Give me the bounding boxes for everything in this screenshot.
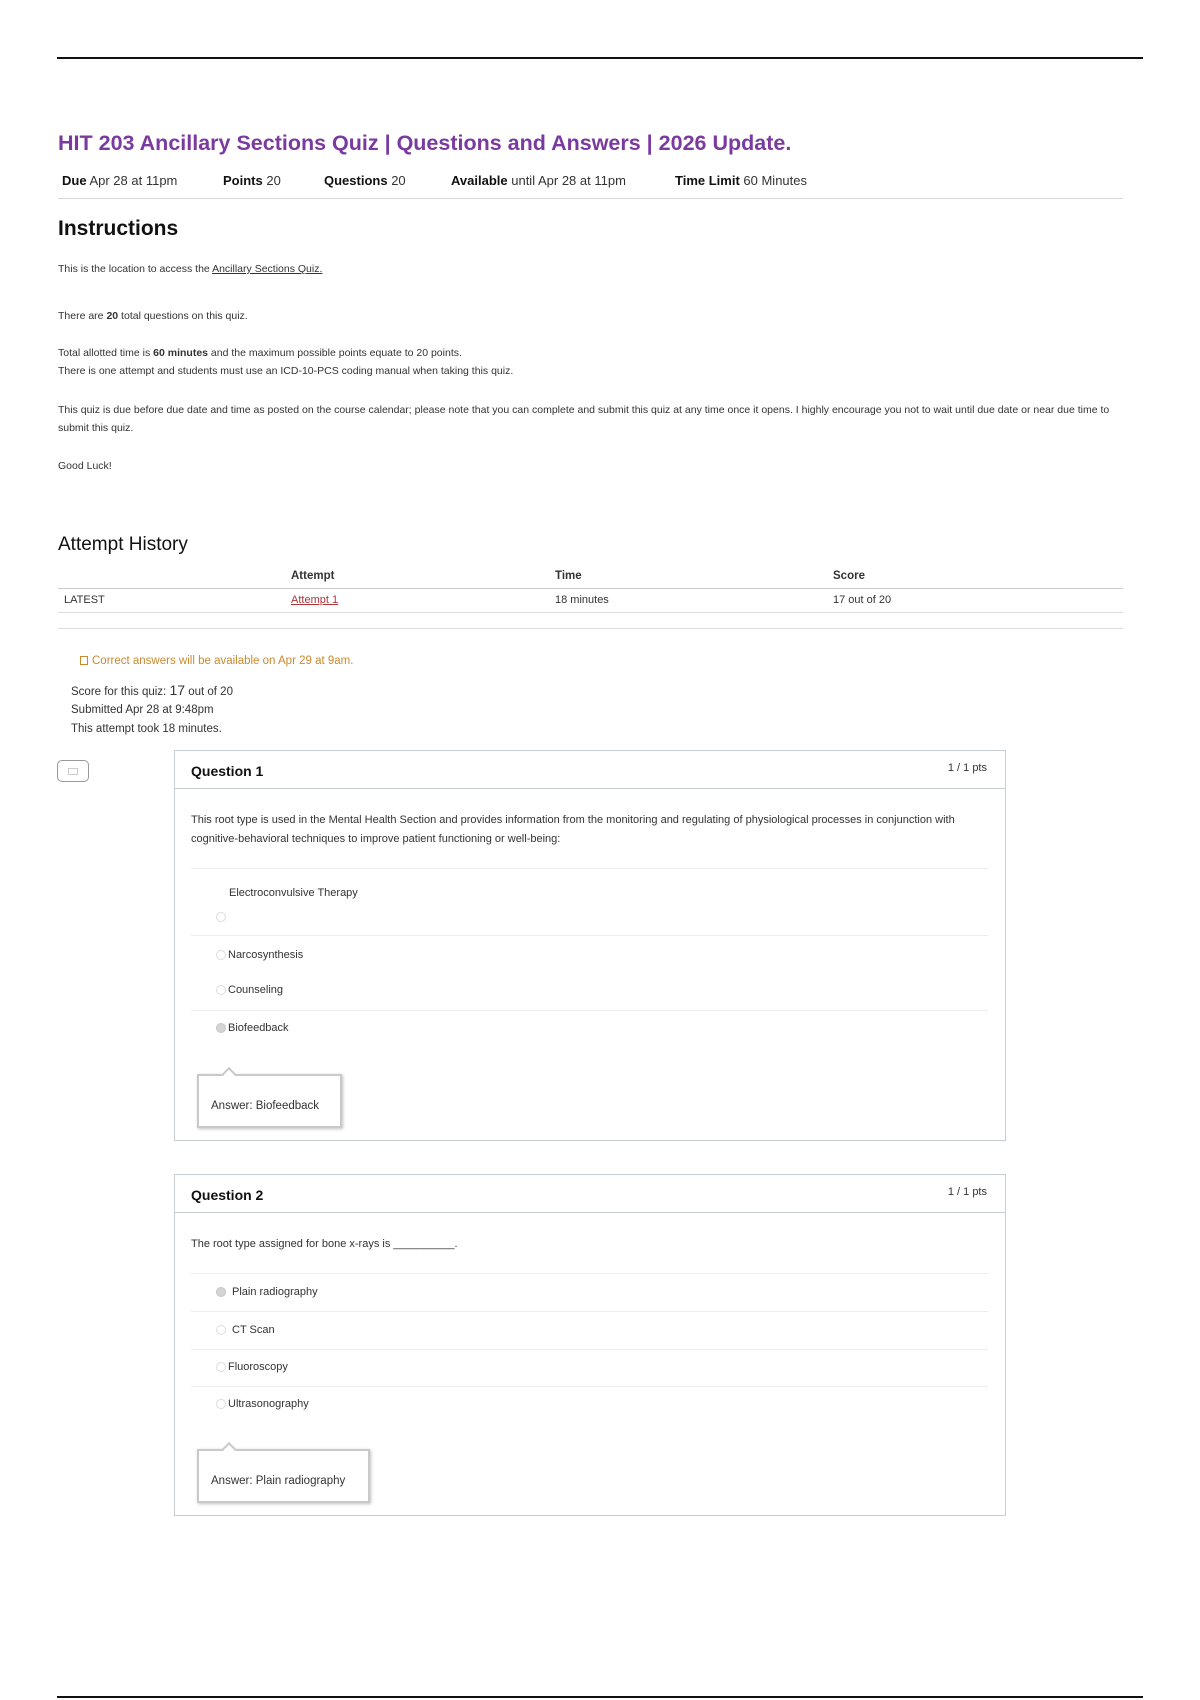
attempt-table-header-rule [58, 588, 1123, 589]
question-2-answer-callout [197, 1449, 370, 1503]
option-label: CT Scan [232, 1324, 275, 1336]
quiz-score-line: Score for this quiz: 17 out of 20 [71, 682, 233, 698]
flag-icon [68, 768, 78, 775]
radio-button-selected[interactable] [216, 1287, 226, 1297]
radio-button[interactable] [216, 985, 226, 995]
attempt-col-header: Attempt [291, 570, 335, 582]
attempt-score: 17 out of 20 [833, 594, 892, 606]
option-label: Ultrasonography [228, 1398, 309, 1410]
option-label: Counseling [228, 984, 284, 996]
question-1-text: This root type is used in the Mental Health Section and provides information from the monitoring and regulating of physiological processes in conjunction with cognitive-behavioral techniques to improve patient functioning or well-being: [191, 814, 955, 845]
meta-points: Points 20 [223, 173, 281, 188]
attempt-1-link[interactable]: Attempt 1 [291, 594, 339, 606]
question-2-header [175, 1175, 1005, 1213]
question-1-answer-callout [197, 1074, 342, 1128]
time-col-header: Time [555, 570, 582, 582]
correct-answers-notice: Correct answers will be available on Apr 29 at 9am. [80, 655, 353, 667]
question-2-option-3[interactable] [191, 1349, 988, 1386]
radio-button[interactable] [216, 912, 226, 922]
question-2-card [174, 1174, 1006, 1516]
radio-button[interactable] [216, 950, 226, 960]
meta-questions: Questions 20 [324, 173, 406, 188]
attempt-table-bottom-rule [58, 628, 1123, 629]
option-label: Fluoroscopy [228, 1361, 288, 1373]
question-2-points: 1 / 1 pts [947, 1186, 987, 1198]
question-1-option-2[interactable] [191, 935, 988, 973]
instructions-good-luck: Good Luck! [58, 460, 112, 472]
instructions-question-count: There are 20 total questions on this quiz. [58, 310, 248, 322]
flag-question-button[interactable] [57, 760, 89, 782]
question-2-text: The root type assigned for bone x-rays is __________. [191, 1238, 458, 1250]
radio-button[interactable] [216, 1325, 226, 1335]
meta-divider [58, 198, 1123, 199]
question-1-option-1[interactable] [191, 868, 988, 935]
attempt-time: 18 minutes [555, 594, 609, 606]
question-1-option-4[interactable] [191, 1010, 988, 1048]
page-top-rule [57, 57, 1143, 59]
submitted-line: Submitted Apr 28 at 9:48pm [71, 704, 214, 716]
radio-button-selected[interactable] [216, 1023, 226, 1033]
quiz-title: HIT 203 Ancillary Sections Quiz | Questions and Answers | 2026 Update. [58, 131, 792, 155]
answer-text: Answer: Biofeedback [211, 1100, 320, 1112]
instructions-due-note: This quiz is due before due date and time as posted on the course calendar; please note that you can complete and submit this quiz at any time once it opens. I highly encourage you not to wait until due date or near due time to submit this quiz. [58, 404, 1110, 434]
question-1-points: 1 / 1 pts [947, 762, 987, 774]
option-label: Biofeedback [228, 1022, 289, 1034]
question-2-option-1[interactable] [191, 1273, 988, 1311]
page-bottom-rule [57, 1696, 1143, 1698]
question-2-title: Question 2 [191, 1187, 264, 1203]
option-label: Plain radiography [232, 1286, 318, 1298]
instructions-time-points: Total allotted time is 60 minutes and the maximum possible points equate to 20 points. There is one attempt and students must use an ICD-10-PCS coding manual when taking this quiz. [58, 347, 514, 377]
question-2-option-2[interactable] [191, 1311, 988, 1349]
meta-available: Available until Apr 28 at 11pm [451, 173, 626, 188]
instructions-heading: Instructions [58, 217, 179, 240]
question-1-option-3[interactable] [191, 973, 988, 1010]
question-1-title: Question 1 [191, 763, 264, 779]
attempt-table-row-rule [58, 612, 1123, 613]
question-2-option-4[interactable] [191, 1386, 988, 1423]
meta-time-limit: Time Limit 60 Minutes [675, 173, 807, 188]
question-1-card [174, 750, 1006, 1141]
ancillary-quiz-link[interactable]: Ancillary Sections Quiz. [212, 263, 323, 275]
radio-button[interactable] [216, 1399, 226, 1409]
score-col-header: Score [833, 570, 865, 582]
meta-due: Due Apr 28 at 11pm [62, 173, 178, 188]
option-label: Electroconvulsive Therapy [229, 887, 358, 899]
instructions-location: This is the location to access the Ancillary Sections Quiz. [58, 263, 323, 275]
answer-text: Answer: Plain radiography [211, 1475, 346, 1487]
duration-line: This attempt took 18 minutes. [71, 723, 222, 735]
radio-button[interactable] [216, 1362, 226, 1372]
option-label: Narcosynthesis [228, 949, 304, 961]
info-icon [80, 656, 88, 665]
latest-tag: LATEST [64, 594, 105, 606]
attempt-history-heading: Attempt History [58, 534, 188, 555]
question-1-header [175, 751, 1005, 789]
